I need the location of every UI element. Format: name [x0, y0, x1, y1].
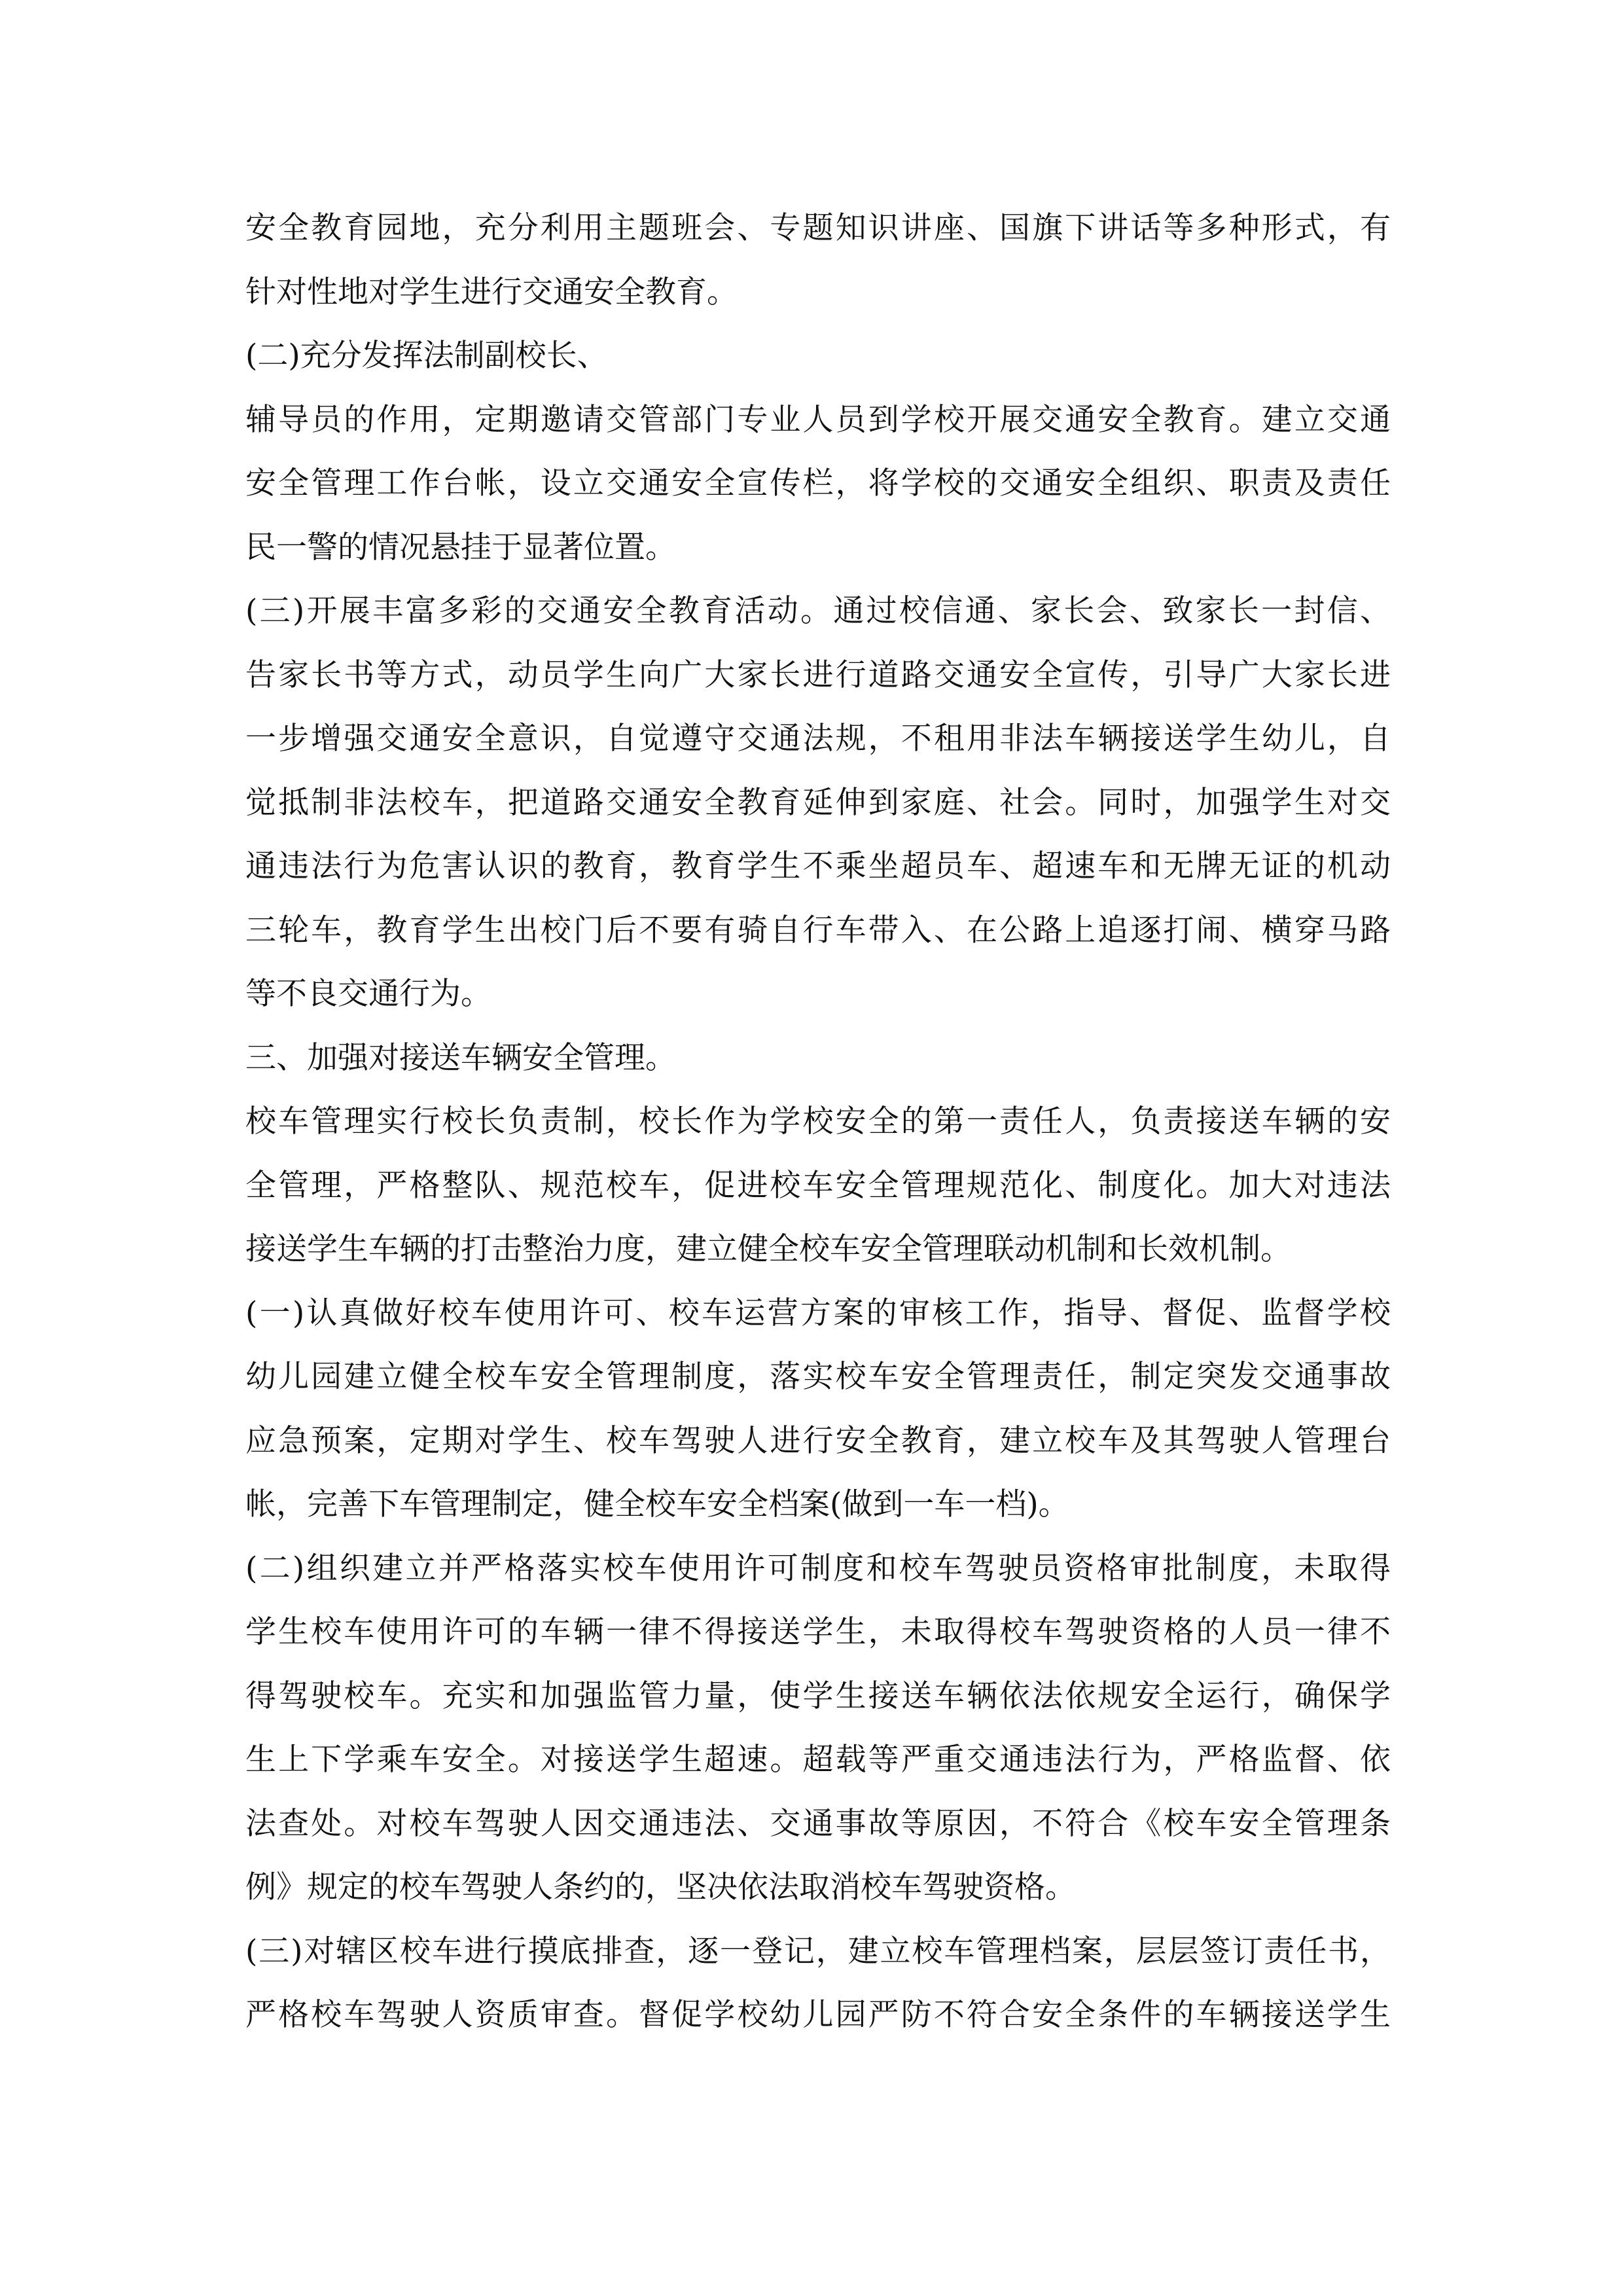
text-line: 安全管理工作台帐，设立交通安全宣传栏，将学校的交通安全组织、职责及责任	[245, 465, 1391, 501]
text-line: 通违法行为危害认识的教育，教育学生不乘坐超员车、超速车和无牌无证的机动	[245, 848, 1391, 884]
text-line: 学生校车使用许可的车辆一律不得接送学生，未取得校车驾驶资格的人员一律不	[245, 1614, 1391, 1650]
text-line: 严格校车驾驶人资质审查。督促学校幼儿园严防不符合安全条件的车辆接送学生	[245, 1997, 1391, 2033]
text-line: (一)认真做好校车使用许可、校车运营方案的审核工作，指导、督促、监督学校	[245, 1295, 1391, 1331]
text-line: (三)对辖区校车进行摸底排查，逐一登记，建立校车管理档案，层层签订责任书，	[245, 1933, 1391, 1969]
text-line: 安全教育园地，充分利用主题班会、专题知识讲座、国旗下讲话等多种形式，有	[245, 210, 1391, 246]
text-line: 一步增强交通安全意识，自觉遵守交通法规，不租用非法车辆接送学生幼儿，自	[245, 721, 1391, 757]
text-line: 等不良交通行为。	[245, 976, 491, 1012]
section-heading: 三、加强对接送车辆安全管理。	[245, 1039, 676, 1076]
text-line: 三轮车，教育学生出校门后不要有骑自行车带入、在公路上追逐打闹、横穿马路	[245, 912, 1391, 948]
text-line: 觉抵制非法校车，把道路交通安全教育延伸到家庭、社会。同时，加强学生对交	[245, 784, 1391, 821]
text-line: (二)充分发挥法制副校长、	[245, 338, 608, 374]
text-line: (二)组织建立并严格落实校车使用许可制度和校车驾驶员资格审批制度，未取得	[245, 1550, 1391, 1587]
text-line: 校车管理实行校长负责制，校长作为学校安全的第一责任人，负责接送车辆的安	[245, 1103, 1391, 1139]
text-line: 帐，完善下车管理制定，健全校车安全档案(做到一车一档)。	[245, 1486, 1069, 1522]
text-line: 生上下学乘车安全。对接送学生超速。超载等严重交通违法行为，严格监督、依	[245, 1742, 1391, 1778]
text-line: 应急预案，定期对学生、校车驾驶人进行安全教育，建立校车及其驾驶人管理台	[245, 1422, 1391, 1459]
text-line: 告家长书等方式，动员学生向广大家长进行道路交通安全宣传，引导广大家长进	[245, 656, 1391, 693]
text-line: 全管理，严格整队、规范校车，促进校车安全管理规范化、制度化。加大对违法	[245, 1167, 1391, 1204]
text-line: 辅导员的作用，定期邀请交管部门专业人员到学校开展交通安全教育。建立交通	[245, 401, 1391, 438]
text-line: 例》规定的校车驾驶人条约的，坚决依法取消校车驾驶资格。	[245, 1869, 1076, 1905]
text-line: 民一警的情况悬挂于显著位置。	[245, 529, 676, 565]
text-line: 接送学生车辆的打击整治力度，建立健全校车安全管理联动机制和长效机制。	[245, 1231, 1291, 1267]
document-body	[245, 196, 1391, 2047]
text-line: 针对性地对学生进行交通安全教育。	[245, 274, 738, 310]
text-line: (三)开展丰富多彩的交通安全教育活动。通过校信通、家长会、致家长一封信、	[245, 593, 1391, 629]
text-line: 得驾驶校车。充实和加强监管力量，使学生接送车辆依法依规安全运行，确保学	[245, 1677, 1391, 1714]
text-line: 法查处。对校车驾驶人因交通违法、交通事故等原因，不符合《校车安全管理条	[245, 1805, 1391, 1842]
text-line: 幼儿园建立健全校车安全管理制度，落实校车安全管理责任，制定突发交通事故	[245, 1359, 1391, 1395]
